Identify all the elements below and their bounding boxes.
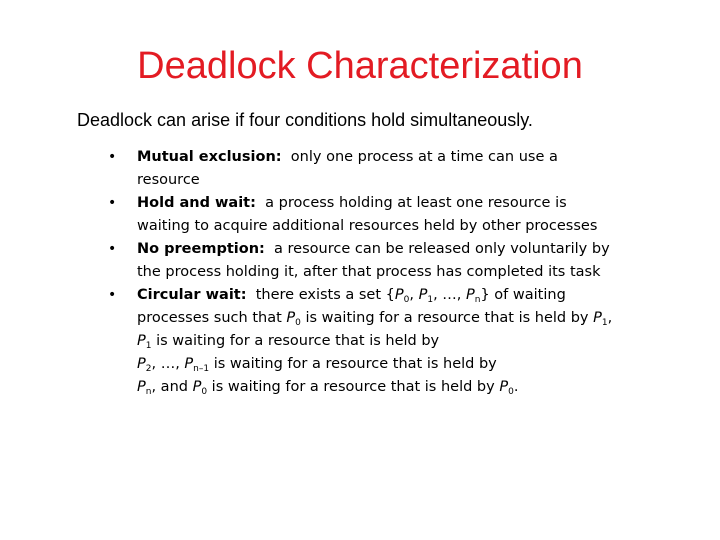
list-item-mutual-exclusion xyxy=(108,146,618,192)
bullet-icon: • xyxy=(108,195,117,211)
condition-term: Mutual exclusion: xyxy=(137,149,282,165)
bullet-icon: • xyxy=(108,287,117,303)
condition-description: only one process at a time can use a resource xyxy=(137,149,558,188)
conditions-list xyxy=(108,146,618,399)
list-item-no-preemption xyxy=(108,238,618,284)
condition-term: No preemption: xyxy=(137,241,265,257)
slide-intro: Deadlock can arise if four conditions hold simultaneously. xyxy=(77,110,533,130)
bullet-text xyxy=(137,238,618,284)
list-item-hold-and-wait xyxy=(108,192,618,238)
condition-description: a process holding at least one resource is waiting to acquire additional resources held by other processes xyxy=(137,195,598,234)
bullet-text xyxy=(137,146,618,192)
condition-description: there exists a set {$P_0$, $P_1$, …, $P_n$} of waiting processes such that $P_0$ is waiting for a resource that is held by $P_1$, $P_1$ is waiting for a resource that is held by $P_2$, …, $P_{n-1}$ is waiting for a resource that is held by $P_n$, and $P_0$ is waiting for a resource that is held by $P_0$. xyxy=(137,287,613,397)
slide-title: Deadlock Characterization xyxy=(137,45,583,87)
condition-term: Circular wait: xyxy=(137,287,247,303)
bullet-icon: • xyxy=(108,241,117,257)
bullet-text xyxy=(137,284,618,399)
bullet-text xyxy=(137,192,618,238)
condition-description: a resource can be released only voluntarily by the process holding it, after that process has completed its task xyxy=(137,241,610,280)
condition-term: Hold and wait: xyxy=(137,195,256,211)
bullet-icon: • xyxy=(108,149,117,165)
list-item-circular-wait xyxy=(108,284,618,399)
